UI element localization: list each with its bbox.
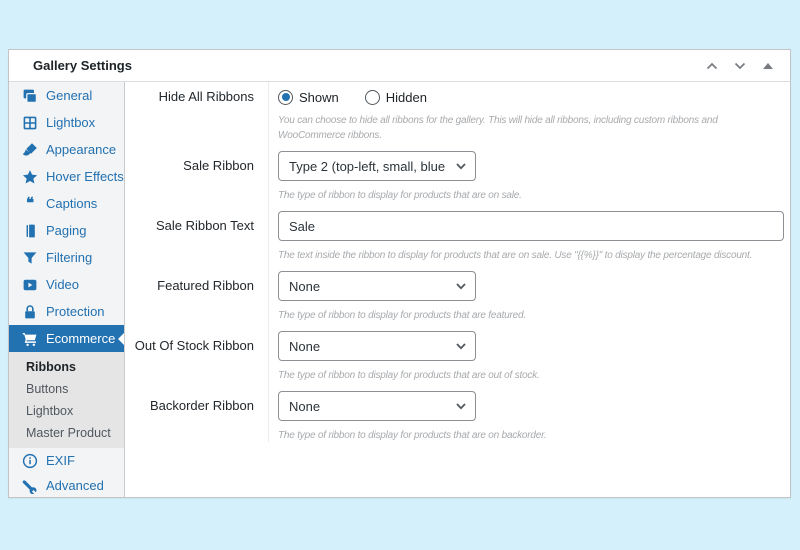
gallery-settings-panel (8, 49, 791, 498)
settings-sidebar (9, 82, 125, 497)
grid-window-icon (21, 114, 38, 131)
sidebar-item-label: Captions (46, 196, 98, 211)
hide-all-ribbons-radio-group (278, 88, 784, 106)
pages-icon (21, 222, 38, 239)
images-icon (21, 87, 38, 104)
sale-ribbon-row (125, 151, 790, 203)
paintbrush-icon (21, 141, 38, 158)
field-description: The type of ribbon to display for products that are on sale. (278, 190, 522, 201)
sidebar-item-label: Advanced (46, 478, 104, 493)
submenu-item-label: Ribbons (26, 360, 76, 374)
submenu-item-label: Lightbox (26, 404, 74, 418)
sidebar-item-label: Ecommerce (46, 331, 116, 346)
radio-option-hidden[interactable] (365, 90, 427, 105)
chevron-down-icon[interactable] (732, 58, 748, 74)
hide-all-ribbons-row (125, 88, 790, 143)
field-description: The type of ribbon to display for products that are featured. (278, 310, 526, 321)
settings-content (125, 82, 790, 497)
submenu-item-lightbox[interactable] (9, 400, 124, 422)
sidebar-item-label: Video (46, 277, 80, 292)
sidebar-item-appearance[interactable] (9, 136, 124, 163)
page-title: Gallery Settings (33, 58, 132, 73)
field-label: Sale Ribbon Text (155, 218, 254, 233)
field-description: You can choose to hide all ribbons for the gallery. This will hide all ribbons, including custom ribbons and WooCommerce ribbons. (278, 115, 718, 141)
sidebar-item-label: General (46, 88, 93, 103)
backorder-ribbon-row (125, 391, 790, 443)
field-label: Backorder Ribbon (149, 398, 254, 413)
field-label: Sale Ribbon (183, 158, 254, 173)
out-of-stock-ribbon-row (125, 331, 790, 383)
field-description: The type of ribbon to display for products that are out of stock. (278, 370, 540, 381)
info-circle-icon (21, 452, 38, 469)
ecommerce-submenu (9, 352, 124, 448)
sidebar-item-video[interactable] (9, 271, 124, 298)
chevron-up-icon[interactable] (704, 58, 720, 74)
out-of-stock-ribbon-select-wrap (278, 331, 476, 361)
sidebar-item-label: Filtering (46, 250, 93, 265)
sidebar-item-captions[interactable] (9, 190, 124, 217)
sidebar-item-ecommerce[interactable] (9, 325, 124, 352)
submenu-item-buttons[interactable] (9, 378, 124, 400)
sale-ribbon-select-wrap (278, 151, 476, 181)
backorder-ribbon-select-wrap (278, 391, 476, 421)
field-label: Hide All Ribbons (158, 89, 254, 104)
lock-icon (21, 303, 38, 320)
field-label: Featured Ribbon (157, 278, 254, 293)
out-of-stock-ribbon-select[interactable] (278, 331, 476, 361)
radio-label: Shown (299, 89, 339, 105)
caret-up-icon[interactable] (760, 58, 776, 74)
header-controls (704, 58, 776, 74)
sidebar-item-filtering[interactable] (9, 244, 124, 271)
backorder-ribbon-select[interactable] (278, 391, 476, 421)
funnel-icon (21, 249, 38, 266)
sidebar-item-label: Paging (46, 223, 87, 238)
sidebar-item-exif[interactable] (9, 448, 124, 473)
featured-ribbon-select-wrap (278, 271, 476, 301)
sale-ribbon-text-row (125, 211, 790, 263)
double-quotes-icon: ❝ (25, 194, 34, 212)
shown-radio[interactable] (278, 90, 293, 105)
radio-option-shown[interactable] (278, 90, 339, 105)
submenu-item-label: Master Product (26, 426, 111, 440)
submenu-item-ribbons[interactable] (9, 356, 124, 378)
sidebar-item-general[interactable] (9, 82, 124, 109)
panel-header (9, 50, 790, 82)
featured-ribbon-row (125, 271, 790, 323)
sidebar-item-label: Lightbox (46, 115, 96, 130)
sidebar-item-paging[interactable] (9, 217, 124, 244)
sidebar-item-label: EXIF (46, 453, 75, 468)
sale-ribbon-text-input[interactable] (278, 211, 784, 241)
video-play-icon (21, 276, 38, 293)
field-description: The text inside the ribbon to display for products that are on sale. Use "{{%}}" to display the percentage discount. (278, 250, 753, 261)
field-description: The type of ribbon to display for products that are on backorder. (278, 430, 547, 441)
hidden-radio[interactable] (365, 90, 380, 105)
submenu-item-label: Buttons (26, 382, 69, 396)
sidebar-item-hover-effects[interactable] (9, 163, 124, 190)
shopping-cart-icon (21, 330, 38, 347)
submenu-item-master-product[interactable] (9, 422, 124, 444)
sidebar-item-label: Protection (46, 304, 105, 319)
field-label: Out Of Stock Ribbon (134, 338, 254, 353)
sidebar-item-label: Appearance (46, 142, 117, 157)
star-icon (21, 168, 38, 185)
sidebar-item-protection[interactable] (9, 298, 124, 325)
sidebar-item-label: Hover Effects (46, 169, 124, 184)
sidebar-item-advanced[interactable] (9, 473, 124, 497)
panel-body (9, 82, 790, 497)
sidebar-item-lightbox[interactable] (9, 109, 124, 136)
wrench-icon (21, 477, 38, 494)
sale-ribbon-select[interactable] (278, 151, 476, 181)
radio-label: Hidden (385, 89, 427, 105)
featured-ribbon-select[interactable] (278, 271, 476, 301)
